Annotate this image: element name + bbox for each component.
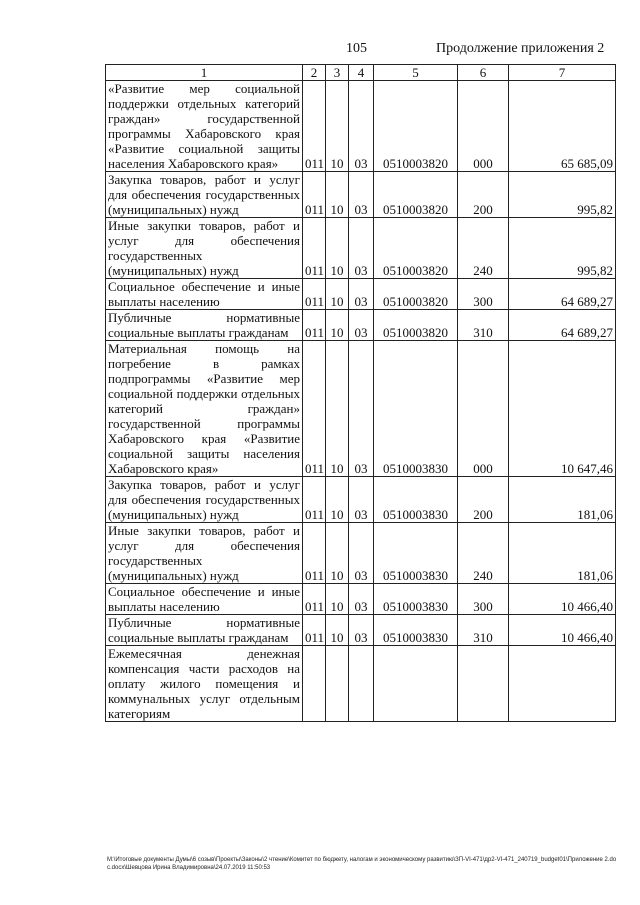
row-target-code-cell: 0510003830 <box>374 615 458 646</box>
row-name-cell: Социальное обеспечение и иные выплаты населению <box>106 279 303 310</box>
row-section-cell: 10 <box>326 477 349 523</box>
row-expense-type-cell: 240 <box>458 523 509 584</box>
row-amount-cell <box>509 646 616 722</box>
row-section-cell: 10 <box>326 218 349 279</box>
table-row <box>106 523 616 584</box>
row-target-code-cell: 0510003820 <box>374 172 458 218</box>
row-target-code-cell <box>374 646 458 722</box>
table-row <box>106 279 616 310</box>
row-admin-code-cell: 011 <box>303 310 326 341</box>
row-subsection-cell <box>349 646 374 722</box>
table-body <box>106 65 616 722</box>
row-name-cell: Публичные нормативные социальные выплаты гражданам <box>106 615 303 646</box>
row-name-cell: Социальное обеспечение и иные выплаты населению <box>106 584 303 615</box>
row-name-cell: Закупка товаров, работ и услуг для обеспечения государственных (муниципальных) нужд <box>106 172 303 218</box>
row-name-cell: Публичные нормативные социальные выплаты гражданам <box>106 310 303 341</box>
row-subsection-cell: 03 <box>349 341 374 477</box>
row-name-cell: «Развитие мер социальной поддержки отдельных категорий граждан» государственной программы Хабаровского края «Развитие социальной защиты населения Хабаровского края» <box>106 81 303 172</box>
row-expense-type-cell: 000 <box>458 81 509 172</box>
table-row <box>106 341 616 477</box>
row-expense-type-cell: 200 <box>458 477 509 523</box>
row-target-code-cell: 0510003820 <box>374 310 458 341</box>
row-target-code-cell: 0510003820 <box>374 81 458 172</box>
row-admin-code-cell: 011 <box>303 477 326 523</box>
row-target-code-cell: 0510003820 <box>374 279 458 310</box>
row-expense-type-cell <box>458 646 509 722</box>
row-subsection-cell: 03 <box>349 477 374 523</box>
row-name-cell: Ежемесячная денежная компенсация части расходов на оплату жилого помещения и коммунальных услуг отдельным категориям <box>106 646 303 722</box>
row-admin-code-cell: 011 <box>303 341 326 477</box>
row-subsection-cell: 03 <box>349 584 374 615</box>
row-target-code-cell: 0510003830 <box>374 584 458 615</box>
row-amount-cell: 10 466,40 <box>509 584 616 615</box>
page-number: 105 <box>346 41 367 56</box>
header-cell-3: 3 <box>326 65 349 81</box>
row-section-cell: 10 <box>326 81 349 172</box>
header-cell-6: 6 <box>458 65 509 81</box>
row-name-cell: Закупка товаров, работ и услуг для обеспечения государственных (муниципальных) нужд <box>106 477 303 523</box>
row-subsection-cell: 03 <box>349 172 374 218</box>
table-row <box>106 172 616 218</box>
table-row <box>106 218 616 279</box>
row-admin-code-cell: 011 <box>303 523 326 584</box>
row-expense-type-cell: 300 <box>458 584 509 615</box>
row-amount-cell: 10 647,46 <box>509 341 616 477</box>
row-admin-code-cell: 011 <box>303 615 326 646</box>
header-cell-1: 1 <box>106 65 303 81</box>
row-amount-cell: 181,06 <box>509 523 616 584</box>
table-row <box>106 81 616 172</box>
row-amount-cell: 64 689,27 <box>509 279 616 310</box>
continuation-label: Продолжение приложения 2 <box>436 41 605 56</box>
header-cell-7: 7 <box>509 65 616 81</box>
row-section-cell: 10 <box>326 615 349 646</box>
row-target-code-cell: 0510003820 <box>374 218 458 279</box>
row-admin-code-cell: 011 <box>303 81 326 172</box>
row-expense-type-cell: 200 <box>458 172 509 218</box>
row-amount-cell: 995,82 <box>509 218 616 279</box>
row-amount-cell: 181,06 <box>509 477 616 523</box>
row-section-cell: 10 <box>326 523 349 584</box>
table-row <box>106 477 616 523</box>
row-expense-type-cell: 310 <box>458 310 509 341</box>
header-cell-4: 4 <box>349 65 374 81</box>
row-admin-code-cell <box>303 646 326 722</box>
row-amount-cell: 64 689,27 <box>509 310 616 341</box>
row-target-code-cell: 0510003830 <box>374 523 458 584</box>
row-admin-code-cell: 011 <box>303 218 326 279</box>
row-section-cell: 10 <box>326 279 349 310</box>
header-cell-5: 5 <box>374 65 458 81</box>
table-header-row <box>106 65 616 81</box>
row-subsection-cell: 03 <box>349 523 374 584</box>
row-amount-cell: 65 685,09 <box>509 81 616 172</box>
row-amount-cell: 995,82 <box>509 172 616 218</box>
row-admin-code-cell: 011 <box>303 172 326 218</box>
table-row <box>106 310 616 341</box>
document-path-footer: M:\Итоговые документы Думы\6 созыв\Проекты\Законы\2 чтение\Комитет по бюджету, налогам и экономическому развитию\ЗП-VI-471\др2-VI-471_240719_budget01\Приложение 2.doc.docx\Шевцова Ирина Владимировна\24.07.2019 11:50:53 <box>107 857 617 871</box>
row-name-cell: Иные закупки товаров, работ и услуг для обеспечения государственных (муниципальных) нужд <box>106 218 303 279</box>
row-admin-code-cell: 011 <box>303 584 326 615</box>
table-row <box>106 584 616 615</box>
row-section-cell <box>326 646 349 722</box>
row-section-cell: 10 <box>326 341 349 477</box>
row-subsection-cell: 03 <box>349 279 374 310</box>
table-row <box>106 646 616 722</box>
row-subsection-cell: 03 <box>349 218 374 279</box>
row-section-cell: 10 <box>326 172 349 218</box>
row-expense-type-cell: 310 <box>458 615 509 646</box>
row-subsection-cell: 03 <box>349 310 374 341</box>
row-name-cell: Материальная помощь на погребение в рамках подпрограммы «Развитие мер социальной поддержки отдельных категорий граждан» государственной программы Хабаровского края «Развитие социальной защиты населения Хабаровского края» <box>106 341 303 477</box>
row-target-code-cell: 0510003830 <box>374 477 458 523</box>
row-amount-cell: 10 466,40 <box>509 615 616 646</box>
row-section-cell: 10 <box>326 584 349 615</box>
budget-table <box>105 64 616 722</box>
header-cell-2: 2 <box>303 65 326 81</box>
row-expense-type-cell: 240 <box>458 218 509 279</box>
row-section-cell: 10 <box>326 310 349 341</box>
table-row <box>106 615 616 646</box>
row-name-cell: Иные закупки товаров, работ и услуг для обеспечения государственных (муниципальных) нужд <box>106 523 303 584</box>
row-expense-type-cell: 000 <box>458 341 509 477</box>
row-subsection-cell: 03 <box>349 615 374 646</box>
row-admin-code-cell: 011 <box>303 279 326 310</box>
row-target-code-cell: 0510003830 <box>374 341 458 477</box>
row-expense-type-cell: 300 <box>458 279 509 310</box>
row-subsection-cell: 03 <box>349 81 374 172</box>
